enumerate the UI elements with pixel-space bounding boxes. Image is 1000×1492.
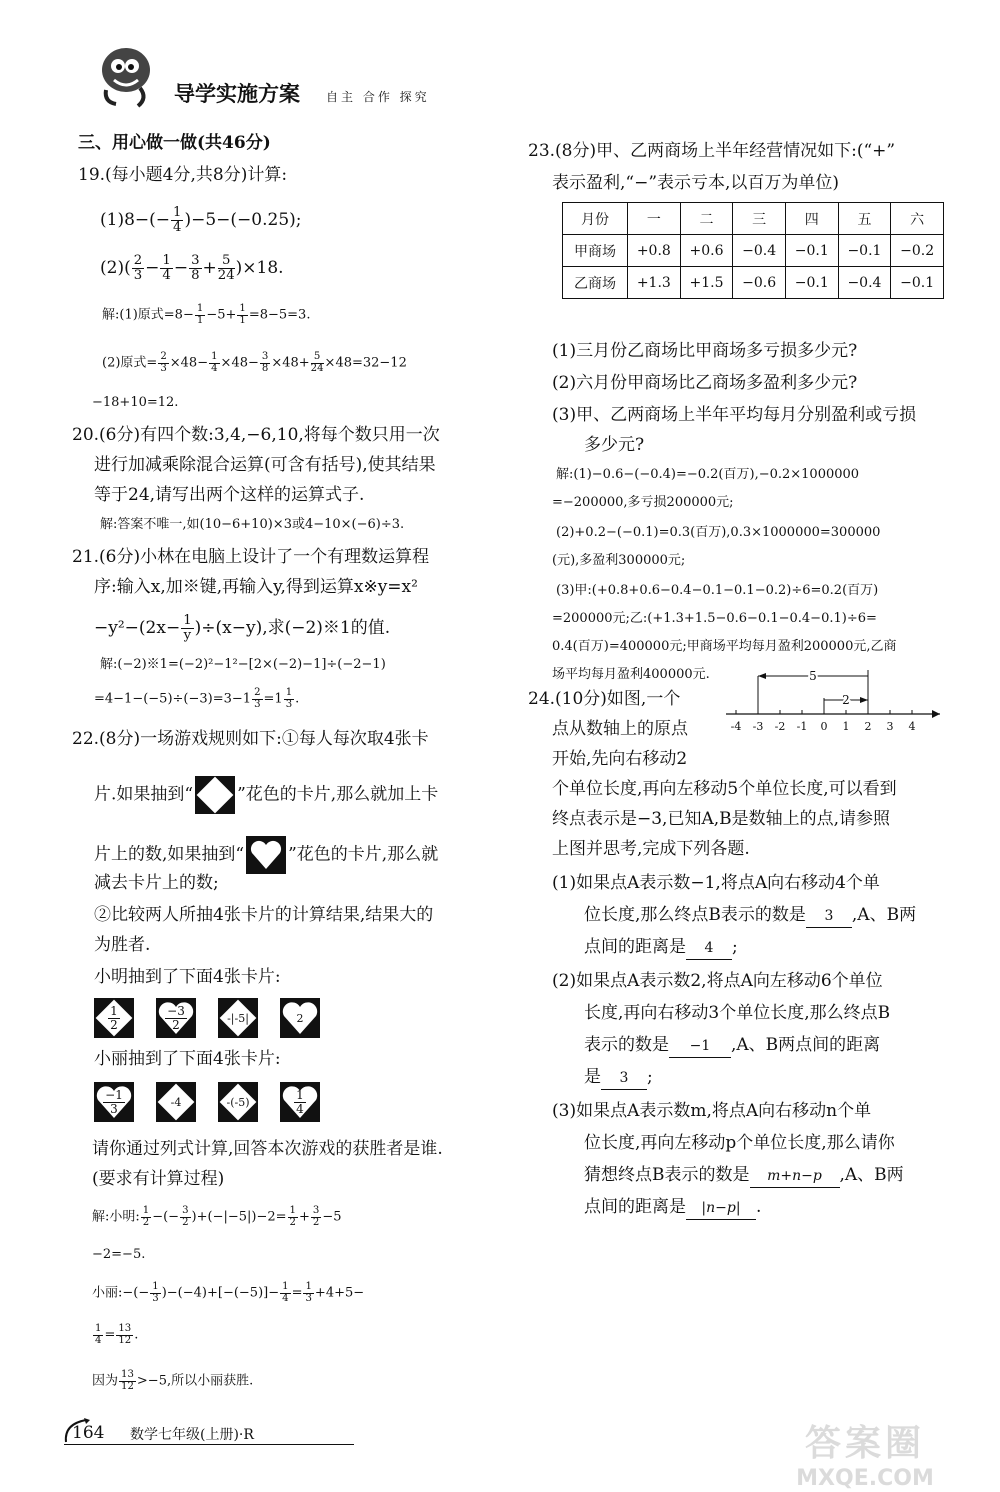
header-title: 导学实施方案 [174,82,300,106]
q23-solution-6: =200000元;乙:(+1.3+1.5−0.6−0.1−0.4−0.1)÷6= [552,611,877,626]
table-cell: 四 [785,203,838,235]
q23-solution-4: (元),多盈利300000元; [552,553,686,568]
header-subtitle: 自主 合作 探究 [326,90,430,104]
table-cell: −0.4 [838,267,891,299]
axis-tick-label: -3 [752,720,764,733]
heart-card [156,998,196,1038]
q19-intro: 19.(每小题4分,共8分)计算: [78,165,288,185]
heart-card [280,1082,320,1122]
axis-tick-label: -1 [796,720,808,733]
q23-solution-3: (2)+0.2−(−0.1)=0.3(百万),0.3×1000000=300000 [556,525,881,540]
q20-line2: 进行加减乘除混合运算(可含有括号),使其结果 [94,455,436,475]
axis-tick-label: 1 [842,720,850,733]
card-value: $\frac{-3}{2}$ [167,1003,185,1032]
table-cell: +0.6 [680,235,733,267]
q22-line8: 小丽抽到了下面4张卡片: [94,1049,281,1069]
table-cell: −0.4 [733,235,786,267]
card-value: $\frac{-1}{3}$ [105,1087,123,1116]
q22-line5: ②比较两人所抽4张卡片的计算结果,结果大的 [94,905,434,925]
table-row [563,267,944,299]
q23-part1: (1)三月份乙商场比甲商场多亏损多少元? [552,341,858,361]
table-cell: 二 [680,203,733,235]
mascot-icon [90,40,160,110]
q23-part3b: 多少元? [584,435,645,455]
axis-tick-label: 4 [908,720,916,733]
q24-b-line1: (2)如果点A表示数2,将点A向左移动6个单位 [552,971,883,991]
diamond-card [218,998,258,1038]
q24-b-line3: 表示的数是 −1 ,A、B两点间的距离 [584,1034,880,1058]
heart-card-icon [246,836,286,874]
table-cell: 一 [628,203,681,235]
q23-solution-8: 场平均每月盈利400000元. [552,667,710,682]
table-row [563,235,944,267]
card-value: $\frac{1}{4}$ [296,1087,304,1116]
xiaoli-cards [94,1082,344,1126]
q19-solution-2b: −18+10=12. [92,395,179,410]
watermark-text-2: MXQE.COM [796,1466,934,1491]
table-cell: +1.5 [680,267,733,299]
table-cell: −0.1 [838,235,891,267]
diamond-card-icon [195,776,235,814]
q22-solution-4: $\frac{1}{4}$ = $\frac{13}{12}$ . [95,1323,139,1346]
q22-line2: 片.如果抽到“ ”花色的卡片,那么就加上卡 [94,776,438,814]
table-cell: 六 [891,203,944,235]
table-cell: −0.2 [891,235,944,267]
axis-tick-label: 2 [864,720,872,733]
q23-solution-5: (3)甲:(+0.8+0.6−0.4−0.1−0.1−0.2)÷6=0.2(百万) [556,583,879,598]
q21-line3: −y²−(2x− $\frac{1}{y}$ )÷(x−y),求(−2)※1的值. [94,613,391,643]
answer-b2: 3 [601,1067,647,1090]
table-cell: 甲商场 [563,235,628,267]
q21-line2: 序:输入x,加※键,再输入y,得到运算x※y=x² [94,577,418,597]
answer-a2: 4 [686,937,732,960]
xiaoming-cards [94,998,344,1042]
table-cell: 月份 [563,203,628,235]
answer-c2: |n−p| [686,1197,756,1220]
card-value: -4 [170,1095,182,1109]
table-cell: −0.1 [891,267,944,299]
q22-line4: 减去卡片上的数; [94,873,219,893]
q22-solution-3: 小丽:−(− $\frac{1}{3}$ )−(−4)+[−(−5)]− $\frac{1}{4}$ = $\frac{1}{3}$ +4+5− [92,1281,365,1304]
table-header-row [563,203,944,235]
q24-c-line4: 点间的距离是 |n−p| . [584,1196,761,1220]
q22-line9: 请你通过列式计算,回答本次游戏的获胜者是谁. [92,1139,443,1159]
axis-tick-label: 3 [886,720,894,733]
q21-line1: 21.(6分)小林在电脑上设计了一个有理数运算程 [72,547,430,567]
axis-tick-label: -4 [730,720,742,733]
answer-a1: 3 [806,905,852,928]
q19-solution-1: 解:(1)原式=8− $\frac{1}{1}$ −5+ $\frac{1}{1}$ =8−5=3. [102,303,311,326]
footer-rule [64,1444,354,1445]
q24-line2: 点从数轴上的原点 [552,719,688,739]
table-cell: −0.6 [733,267,786,299]
table-cell: −0.1 [785,235,838,267]
q23-line2: 表示盈利,“−”表示亏本,以百万为单位) [552,173,840,193]
q24-line6: 上图并思考,完成下列各题. [552,839,750,859]
diamond-card [218,1082,258,1122]
q22-line10: (要求有计算过程) [92,1169,225,1189]
q22-line6: 为胜者. [94,935,151,955]
card-value: -(-5) [226,1095,250,1109]
q19-part2: (2)( $\frac{2}{3}$ − $\frac{1}{4}$ − $\frac{3}{8}$ + $\frac{5}{24}$ )×18. [100,253,284,283]
q22-solution-5: 因为 $\frac{13}{12}$ >−5,所以小丽获胜. [92,1369,254,1392]
q19-solution-2: (2)原式= $\frac{2}{3}$ ×48− $\frac{1}{4}$ ×48− $\frac{3}{8}$ ×48+ $\frac{5}{24}$ ×48=32−12 [102,351,407,374]
q24-a-line1: (1)如果点A表示数−1,将点A向右移动4个单 [552,873,880,893]
diamond-card [156,1082,196,1122]
q24-a-line3: 点间的距离是 4 ; [584,936,738,960]
q20-line3: 等于24,请写出两个这样的运算式子. [94,485,365,505]
arrow-2-label: 2 [842,693,850,707]
q23-line1: 23.(8分)甲、乙两商场上半年经营情况如下:(“+” [528,141,896,161]
table-cell: 乙商场 [563,267,628,299]
q23-table [562,202,944,299]
q20-line1: 20.(6分)有四个数:3,4,−6,10,将每个数只用一次 [72,425,440,445]
q23-solution-2: =−200000,多亏损200000元; [552,495,734,510]
watermark-text-1: 答案圈 [804,1423,925,1464]
card-value: 2 [296,1011,304,1025]
q22-line7: 小明抽到了下面4张卡片: [94,967,281,987]
table-cell: +1.3 [628,267,681,299]
book-title: 数学七年级(上册)·R [130,1427,254,1443]
q22-line3: 片上的数,如果抽到“ ”花色的卡片,那么就 [94,836,438,874]
q22-solution-1: 解:小明: $\frac{1}{2}$ −(− $\frac{3}{2}$ )+(−|−5|)−2= $\frac{1}{2}$ + $\frac{3}{2}$ −5 [92,1205,342,1228]
q23-solution-1: 解:(1)−0.6−(−0.4)=−0.2(百万),−0.2×1000000 [556,467,860,482]
number-line-diagram [718,656,948,746]
heart-card [280,998,320,1038]
q24-c-line3: 猜想终点B表示的数是 m+n−p ,A、B两 [584,1164,904,1188]
arrow-5-label: 5 [809,669,817,683]
watermark [760,1415,970,1491]
table-cell: −0.1 [785,267,838,299]
answer-b1: −1 [669,1035,731,1058]
q24-c-line2: 位长度,再向左移动p个单位长度,那么请你 [584,1133,895,1153]
q22-solution-2: −2=−5. [92,1247,146,1262]
q24-line5: 终点表示是−3,已知A,B是数轴上的点,请参照 [552,809,891,829]
card-value: $\frac{1}{2}$ [110,1003,118,1032]
q22-line1: 22.(8分)一场游戏规则如下:①每人每次取4张卡 [72,729,429,749]
table-cell: 三 [733,203,786,235]
heart-card [94,1082,134,1122]
q24-line4: 个单位长度,再向左移动5个单位长度,可以看到 [552,779,897,799]
diamond-card [94,998,134,1038]
q20-solution: 解:答案不唯一,如(10−6+10)×3或4−10×(−6)÷3. [100,517,405,532]
q24-c-line1: (3)如果点A表示数m,将点A向右移动n个单 [552,1101,872,1121]
q21-solution-1: 解:(−2)※1=(−2)²−1²−[2×(−2)−1]÷(−2−1) [100,657,386,672]
q24-line1: 24.(10分)如图,一个 [528,689,681,709]
card-value: -|-5| [227,1011,249,1025]
q24-line3: 开始,先向右移动2 [552,749,688,769]
q23-solution-7: 0.4(百万)=400000元;甲商场平均每月盈利200000元,乙商 [552,639,897,654]
q23-part2: (2)六月份甲商场比乙商场多盈利多少元? [552,373,858,393]
q21-solution-2: =4−1−(−5)÷(−3)=3−1 $\frac{2}{3}$ =1 $\frac{1}{3}$ . [94,687,300,710]
page-number: 164 [72,1423,105,1443]
q24-b-line4: 是 3 ; [584,1066,653,1090]
answer-c1: m+n−p [750,1165,840,1188]
axis-tick-label: 0 [820,720,828,733]
table-cell: +0.8 [628,235,681,267]
q19-part1: (1)8−(− $\frac{1}{4}$ )−5−(−0.25); [100,205,302,235]
table-cell: 五 [838,203,891,235]
axis-tick-label: -2 [774,720,786,733]
q24-b-line2: 长度,再向右移动3个单位长度,那么终点B [584,1003,891,1023]
q23-part3a: (3)甲、乙两商场上半年平均每月分别盈利或亏损 [552,405,917,425]
q24-a-line2: 位长度,那么终点B表示的数是 3 ,A、B两 [584,904,916,928]
section-title: 三、用心做一做(共46分) [78,133,271,153]
